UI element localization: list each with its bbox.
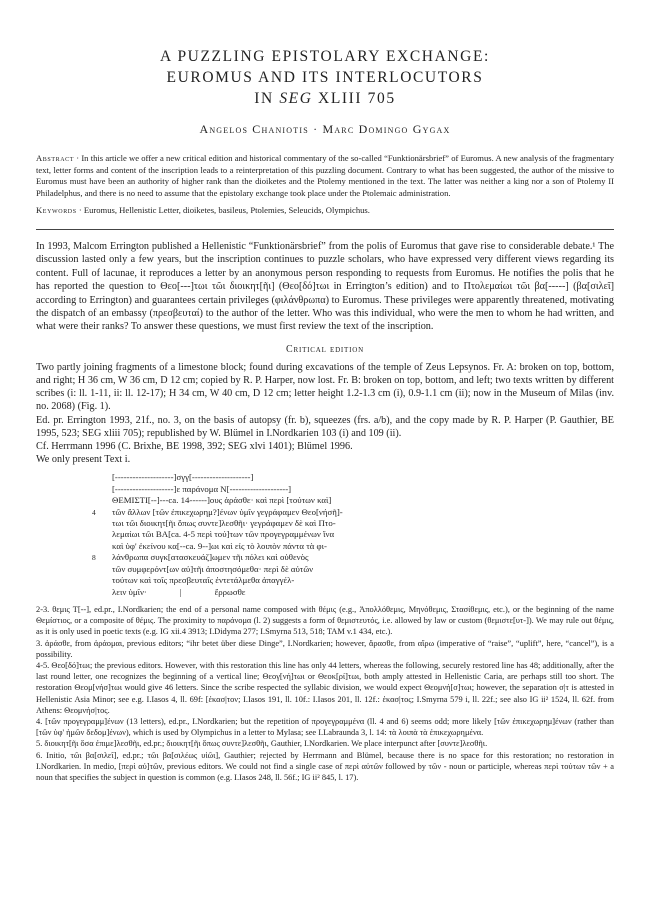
note-item: 5. διοικητ[ῆι ὅσα ἐπιμε]λεσθῆι, ed.pr.; διοικητ[ῆι ὅπως συντε]λεσθῆι, Gauthier, I.Nordkarien. We place interpunct after [συντε]λεσθῆι.: [36, 739, 488, 749]
title-line-3-suffix: XLIII 705: [312, 90, 396, 107]
line-text: τούτων καὶ τοῖς πρεσβευταῖς ἐντετάλμεθα ἀπαγγέλ-: [112, 575, 295, 586]
line-text: λάνθρωπα συγκ[ατασκευάζ]ωμεν τῆι πόλει καὶ οὐθενὸς: [112, 552, 309, 563]
inscription-line: [92, 552, 614, 563]
line-text: καὶ ὑφ' ἐκείνου κα[--ca. 9--]ωι καὶ εἰς τὸ λοιπὸν πάντα τὰ φι-: [112, 540, 327, 551]
note-item: 2-3. θεμις Τ[--], ed.pr., I.Nordkarien; the end of a personal name composed with θέμις (e.g., Ἀπολλόθεμις, Μηνόθεμις, Στασίθεμις, etc.), or the beginning of the name Θεμίστιος, or a composite of θέμις. The proximity to παράνομα (l. 2) suggests a form of θεμιστευτός, i.e. allowed by law or custom (θεμιστε[υτ-]). We may rule out θέμις, as it is only used in poetic texts (e.g. IG xii.4 3913; I.Didyma 277; I.Smyrna 513, 518; TAM v.1 434, etc.).: [36, 604, 614, 637]
section-heading: Critical edition: [286, 343, 364, 355]
abstract-label: Abstract: [36, 153, 75, 163]
inscription-line: [92, 472, 614, 483]
divider: [36, 229, 614, 230]
apparatus-notes: [36, 604, 614, 783]
line-text: λεμαίωι τῶι ΒΑ[ca. 4-5 περὶ τού]των τῶν προγεγραμμένων ἵνα: [112, 529, 335, 540]
abstract-text: · In this article we offer a new critical edition and historical commentary of the so-called “Funktionärsbrief” of Euromus. A new analysis of the fragmentary text, letter forms and content of the inscription leads to a reinterpretation of this puzzling document. Contrary to what has been suggested, the author of the missive to Euromus must have been an authority of higher rank than the dioiketes and the Ptolemy mentioned in the text. The latter was neither a king nor a son of Ptolemy II Philadelphus, and there is no need to assume that the epistolary exchange took place under the Ptolemaic administration.: [36, 153, 614, 198]
critical-paragraph-1: Two partly joining fragments of a limestone block; found during excavations of the temple of Zeus Lepsynos. Fr. A: broken on top, bottom, and right; H 36 cm, W 36 cm, D 12 cm; copied by R. P. Harper, now lost. Fr. B: broken on top, bottom, and left; two texts written by different scribes (i: ll. 1-11, ii: ll. 12-17); H 34 cm, W 40 cm, D 12 cm; letter height 1.2-1.3 cm (i), 0.9-1.1 cm (ii); now in the Museum of Milas (inv. no. 2068) (Fig. 1).: [36, 361, 614, 413]
keywords-label: Keywords: [36, 205, 77, 216]
critical-paragraph-2: Ed. pr. Errington 1993, 21f., no. 3, on the basis of autopsy (fr. b), squeezes (frs. a/b), and the copy made by R. P. Harper (P. Gauthier, BE 1995, 523; SEG xliii 705); republished by W. Blümel in I.Nordkarien 103 (i) and 109 (ii).: [36, 414, 614, 439]
line-text: τῶν συμφερόντ[ων αὐ]τῆι ἀποστησόμεθα· περὶ δὲ αὐτῶν: [112, 563, 314, 574]
inscription-line: [92, 541, 614, 552]
line-text: [--------------------]σγγ[--------------------]: [112, 472, 254, 483]
intro-paragraph: In 1993, Malcom Errington published a Hellenistic “Funktionärsbrief” from the polis of Euromus that gave rise to considerable debate.¹ The discussion lasted only a few years, but the inscription continues to puzzle scholars, who have expressed very different views regarding its content. Full of lacunae, it reproduces a letter by an anonymous person responding to requests from Euromus. He notifies the polis that he has reported the question to Θεο[---]τωι τῶι διοικητ[ῆι] (Θεο[δό]τωι in Errington’s edition) and to Πτολεμαίωι τῶι βα[-----] (βα[σιλεῖ] according to Errington) and guarantees certain privileges (φιλάνθρωπα) to Euromus. These privileges were apparently threatened, motivating the dispatch of an embassy (πρεσβευταί) to the author of the letter. Who was this individual, who were the men to whom he had written, and what were their ranks? To answer these questions, we must first review the text of the inscription.: [36, 240, 614, 333]
critical-paragraph-4: We only present Text i.: [36, 454, 131, 466]
keywords-text: · Euromus, Hellenistic Letter, dioiketes, basileus, Ptolemies, Seleucids, Olympichus.: [76, 205, 370, 216]
note-item: 4-5. Θεο[δό]τωι; the previous editors. However, with this restoration this line has only 44 letters, whereas the following, securely restored line has 48; additionally, after the last round letter, one recognizes the beginning of a vertical line; Θεογ[νή]τωι or Θεοκ[ρί]τωι, both amply attested in Hellenistic Caria, are perhaps still too short. The restoration Θεομ[νήσ]τωι would give 46 letters. Since the scribe respected the syllabic division, we would expect Θεομνή[σ]τωι; however, the separation σ|τ is attested in Hellenistic Asia Minor; see e.g. I.Iasos 4, ll. 69f: [ἐκασ|τον; I.Iasos 191, ll. 10f.: I.Iasos 201, ll. 12f.: ἑκασ|τος; I.Smyrna 579 i, ll. 22f.; see also IG ii² 1524, ll. 62f. from Athens: Θεομνήσ|τος.: [36, 660, 614, 715]
inscription-line: [92, 587, 614, 598]
line-number: 4: [92, 507, 96, 517]
inscription-text: [92, 472, 614, 597]
title-line-3-italic: SEG: [279, 90, 313, 107]
keywords: [36, 205, 614, 217]
line-text: λειν ὑμῖν· | ἔρρωσθε: [112, 586, 246, 597]
inscription-line: [92, 518, 614, 529]
note-item: 6. Initio, τῶι βα[σιλεῖ], ed.pr.; τῶι βα[σιλέως υἱῶι], Gauthier; rejected by Herrmann and Blümel, because there is no space for this restoration; no restoration in I.Nordkarien. In medio, [περὶ αὐ]τῶν, previous editors. We could not find a single case of περὶ αὐτῶν followed by τῶν - noun or participle, whereas περὶ τούτων τῶν + a noun that specifies the subject in question is common (e.g. I.Iasos 248, ll. 56f.; IG ii² 845, l. 17).: [36, 750, 614, 782]
line-text: τῶν ἄλλων [τῶν ἐπικεχωρημ?]ένων ὑμῖν γεγράφαμεν Θεο[νήσῆ]-: [112, 506, 343, 517]
note-item: 3. ἀράσθε, from ἀράομαι, previous editors; “ihr betet über diese Dinge”, I.Nordkarien; however, ἄρασθε, from αἴρω (imperative of “raise”, “uplift”, here, “cancel”), is a possibility.: [36, 638, 614, 659]
line-text: τωι τῶι διοικητ[ῆι ὅπως συντε]λεσθῆι· γεγράφαμεν δὲ καὶ Πτο-: [112, 518, 336, 529]
article-title: [36, 46, 614, 109]
critical-paragraph-3: Cf. Herrmann 1996 (C. Brixhe, BE 1998, 392; SEG xlvi 1401); Blümel 1996.: [36, 441, 353, 453]
title-line-2: EUROMUS AND ITS INTERLOCUTORS: [166, 69, 484, 86]
title-line-3-prefix: IN: [254, 90, 280, 107]
line-text: [--------------------]ε παράνομα Ν[--------------------]: [112, 483, 292, 494]
inscription-line: [92, 564, 614, 575]
authors: Angelos Chaniotis · Marc Domingo Gygax: [199, 122, 451, 136]
title-line-1: A PUZZLING EPISTOLARY EXCHANGE:: [160, 48, 490, 65]
inscription-line: [92, 529, 614, 540]
inscription-line: [92, 484, 614, 495]
inscription-line: [92, 575, 614, 586]
inscription-line: [92, 507, 614, 518]
inscription-line: [92, 495, 614, 506]
line-number: 8: [92, 553, 96, 563]
abstract: [36, 153, 614, 199]
line-text: ΘΕΜΙΣΤΙ[--]---ca. 14------]ους ἀράσθε· καὶ περὶ [τούτων καὶ]: [112, 495, 332, 506]
title-line-3: [36, 88, 614, 109]
note-item: 4. [τῶν προγεγραμμ]ένων (13 letters), ed.pr., I.Nordkarien; but the repetition of προγεγραμμένα (ll. 4 and 6) seems odd; more likely [τῶν ἐπικεχωρημ]ένων (rather than [τῶν ὑφ' ἡμῶν δεδομ]ένων), which is used by Olympichus in a letter to Mylasa; see I.Labraunda 3, l. 14: τὰ λοιπὰ τὰ ἐπικεχωρημένα.: [36, 716, 614, 738]
